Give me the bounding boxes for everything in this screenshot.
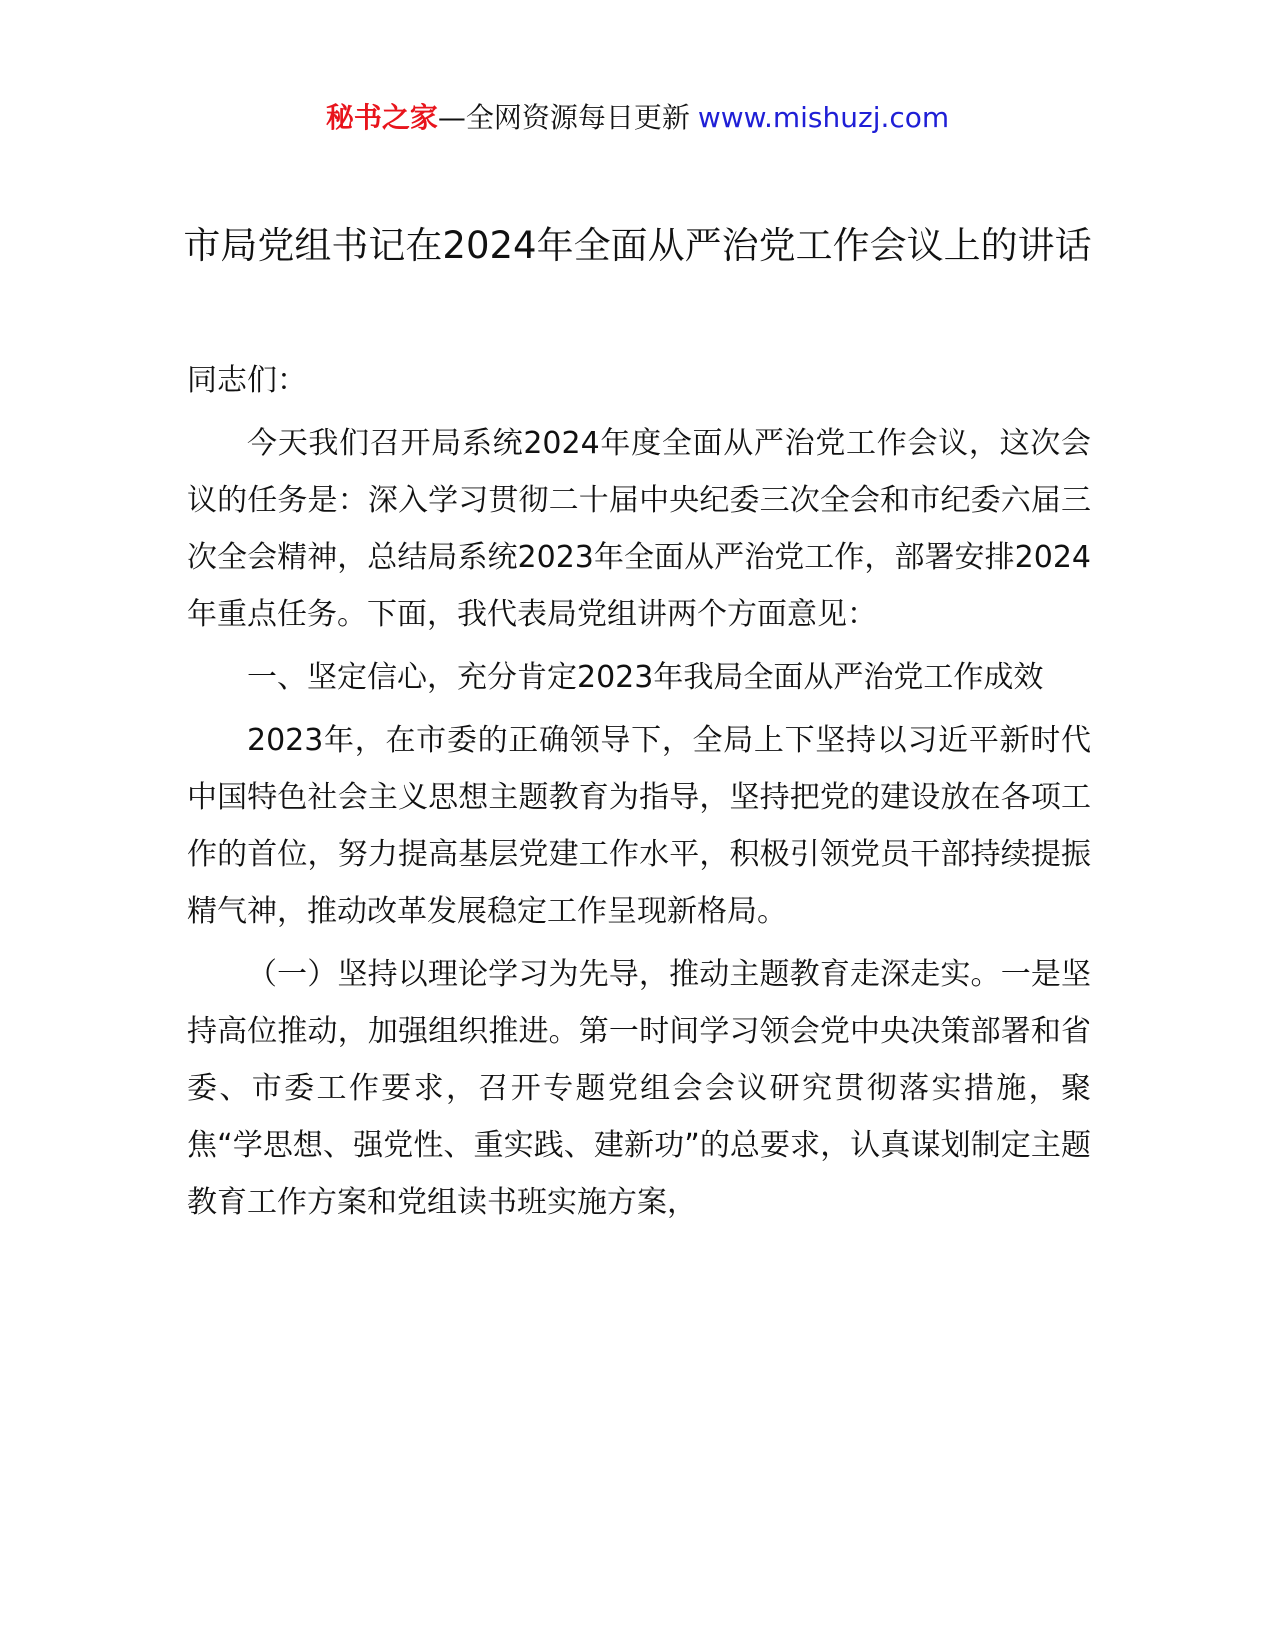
document-body bbox=[187, 352, 1091, 1237]
paragraph-2023-summary: 2023年，在市委的正确领导下，全局上下坚持以习近平新时代中国特色社会主义思想主题教育为指导，坚持把党的建设放在各项工作的首位，努力提高基层党建工作水平，积极引领党员干部持续提振精气神，推动改革发展稳定工作呈现新格局。 bbox=[187, 723, 1091, 929]
section-heading-1: 一、坚定信心，充分肯定2023年我局全面从严治党工作成效 bbox=[247, 660, 1044, 695]
greeting: 同志们： bbox=[187, 363, 307, 398]
site-slogan: —全网资源每日更新 bbox=[437, 101, 690, 134]
document-title: 市局党组书记在2024年全面从严治党工作会议上的讲话 bbox=[183, 224, 1092, 267]
paragraph-theory-study: （一）坚持以理论学习为先导，推动主题教育走深走实。一是坚持高位推动，加强组织推进。第一时间学习领会党中央决策部署和省委、市委工作要求，召开专题党组会会议研究贯彻落实措施，聚焦“学思想、强党性、重实践、建新功”的总要求，认真谋划制定主题教育工作方案和党组读书班实施方案， bbox=[187, 957, 1091, 1220]
site-url-link[interactable]: www.mishuzj.com bbox=[697, 101, 950, 134]
site-brand: 秘书之家 bbox=[325, 101, 438, 134]
paragraph-intro: 今天我们召开局系统2024年度全面从严治党工作会议，这次会议的任务是：深入学习贯彻二十届中央纪委三次全会和市纪委六届三次全会精神，总结局系统2023年全面从严治党工作，部署安排2024年重点任务。下面，我代表局党组讲两个方面意见： bbox=[187, 426, 1091, 632]
site-header bbox=[0, 96, 1275, 140]
